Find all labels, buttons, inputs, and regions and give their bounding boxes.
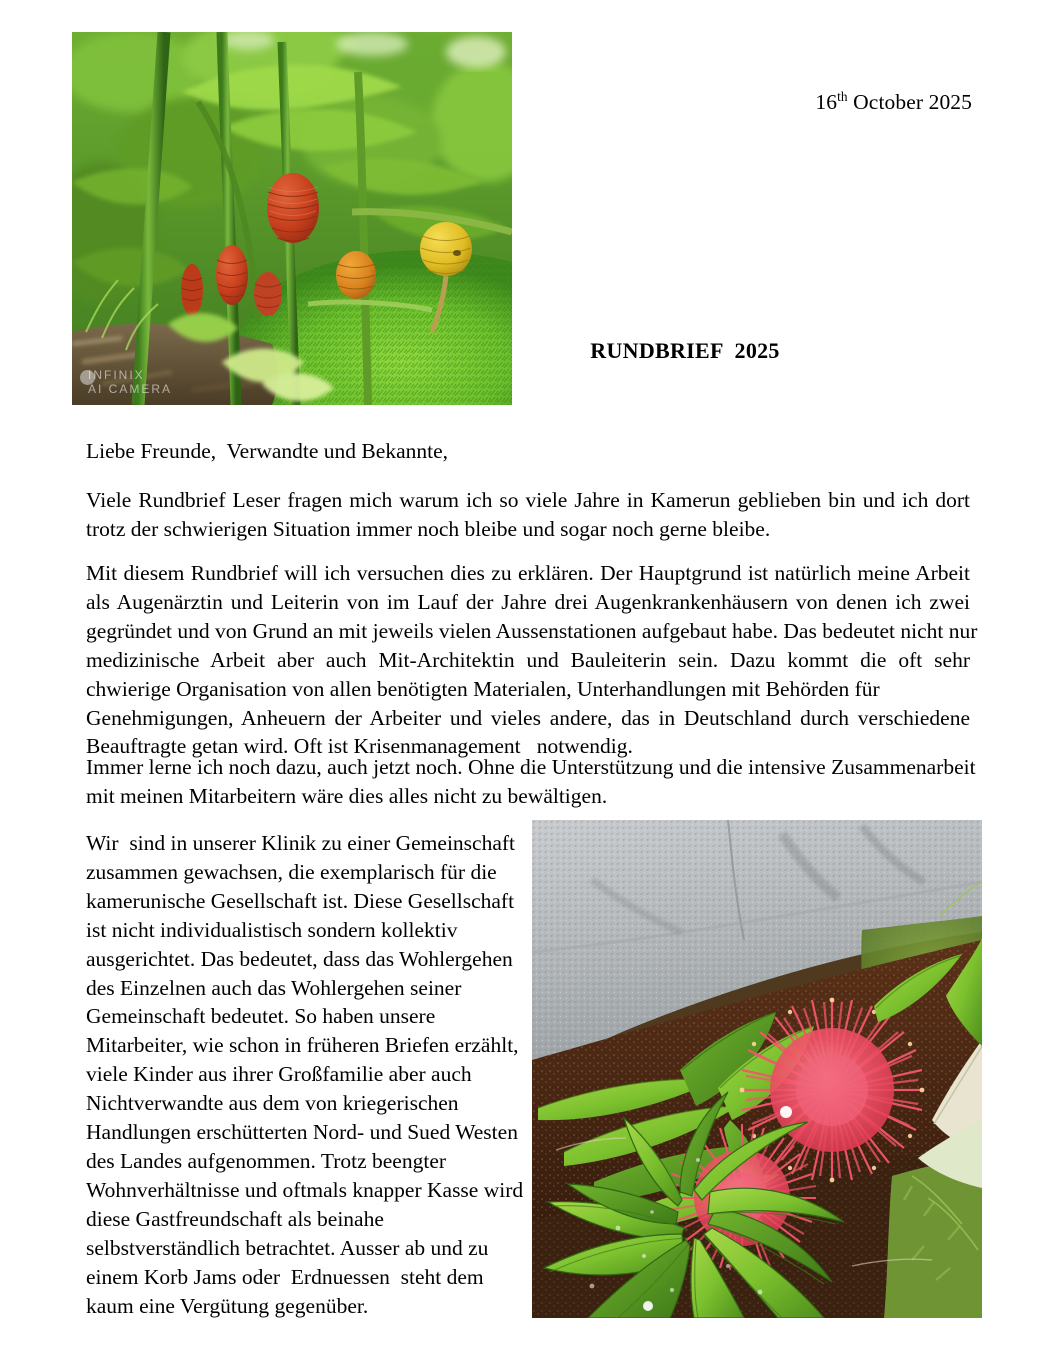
- text-line: Beauftragte getan wird. Oft ist Krisenmanagement notwendig.: [86, 734, 633, 759]
- text-line: ausgerichtet. Das bedeutet, dass das Wohlergehen: [86, 946, 513, 971]
- ginger-cone-red-lower: [254, 272, 282, 316]
- text-line: des Landes aufgenommen. Trotz beengter: [86, 1148, 447, 1173]
- text-line: Genehmigungen, Anheuern der Arbeiter und vieles andere, das in Deutschland durch verschiedene: [86, 705, 970, 730]
- text-line: gegründet und von Grund an mit jeweils vielen Aussenstationen aufgebaut habe. Das bedeutet nicht nur: [86, 618, 978, 643]
- text-line: zusammen gewachsen, die exemplarisch für die: [86, 859, 497, 884]
- text-line: Viele Rundbrief Leser fragen mich warum ich so viele Jahre in Kamerun geblieben bin und ich dort: [86, 488, 970, 512]
- salutation: Liebe Freunde, Verwandte und Bekannte,: [86, 439, 449, 463]
- text-line: kaum eine Vergütung gegenüber.: [86, 1293, 369, 1318]
- blood-lily-photo-graphic: [532, 820, 982, 1318]
- text-line: chwierige Organisation von allen benötigten Materialen, Unterhandlungen mit Behörden für: [86, 676, 880, 701]
- text-line: ist nicht individualistisch sondern kollektiv: [86, 917, 458, 942]
- ginger-cone-red-slim: [181, 264, 203, 316]
- date-rest: October 2025: [847, 90, 972, 114]
- paragraph-3: [86, 753, 976, 811]
- text-line: einem Korb Jams oder Erdnuessen steht dem: [86, 1264, 484, 1289]
- text-line: viele Kinder aus ihrer Großfamilie aber auch: [86, 1062, 472, 1087]
- column-text-block: [86, 829, 522, 1320]
- text-line: des Einzelnen auch das Wohlergehen seiner: [86, 975, 462, 1000]
- text-line: kamerunische Gesellschaft ist. Diese Gesellschaft: [86, 888, 515, 913]
- watermark-subtitle: AI CAMERA: [88, 382, 173, 397]
- photo-blood-lily: [532, 820, 982, 1318]
- page-title: RUNDBRIEF 2025: [590, 338, 780, 363]
- date-day: 16: [815, 90, 838, 114]
- ginger-cone-orange: [336, 251, 376, 299]
- text-line: Wohnverhältnisse und oftmals knapper Kasse wird: [86, 1177, 524, 1202]
- paragraph-2: [86, 559, 978, 761]
- paragraph-1: [86, 486, 970, 544]
- text-line: Mit diesem Rundbrief will ich versuchen dies zu erklären. Der Hauptgrund ist natürlich meine Arbeit: [86, 561, 970, 585]
- text-line: Nichtverwandte aus dem von kriegerischen: [86, 1091, 459, 1116]
- text-line: Gemeinschaft bedeutet. So haben unsere: [86, 1004, 436, 1029]
- text-line: diese Gastfreundschaft als beinahe: [86, 1206, 384, 1231]
- text-line: mit meinen Mitarbeitern wäre dies alles nicht zu bewältigen.: [86, 783, 608, 808]
- ginger-photo-graphic: [72, 32, 512, 405]
- text-line: Mitarbeiter, wie schon in früheren Briefen erzählt,: [86, 1033, 519, 1058]
- text-line: Wir sind in unserer Klinik zu einer Gemeinschaft: [86, 831, 516, 855]
- text-line: als Augenärztin und Leiterin von im Lauf der Jahre drei Augenkrankenhäusern von denen ich zwei: [86, 589, 970, 614]
- letter-date: [600, 90, 972, 116]
- text-line: trotz der schwierigen Situation immer noch bleibe und sogar noch gerne bleibe.: [86, 516, 771, 541]
- watermark-brand: INFINIX: [88, 368, 145, 383]
- ginger-cone-red-main: [267, 173, 319, 243]
- text-line: Handlungen erschütterten Nord- und Sued Westen: [86, 1120, 518, 1145]
- photo-ginger-flowers: [72, 32, 512, 405]
- text-line: selbstverständlich betrachtet. Ausser ab und zu: [86, 1235, 489, 1260]
- text-line: medizinische Arbeit aber auch Mit-Architektin und Bauleiterin sein. Dazu kommt die oft sehr: [86, 647, 970, 672]
- date-ordinal-suffix: th: [837, 88, 848, 104]
- ginger-cone-red-left: [216, 245, 248, 305]
- text-line: Immer lerne ich noch dazu, auch jetzt noch. Ohne die Unterstützung und die intensive Zusammenarbeit: [86, 755, 976, 779]
